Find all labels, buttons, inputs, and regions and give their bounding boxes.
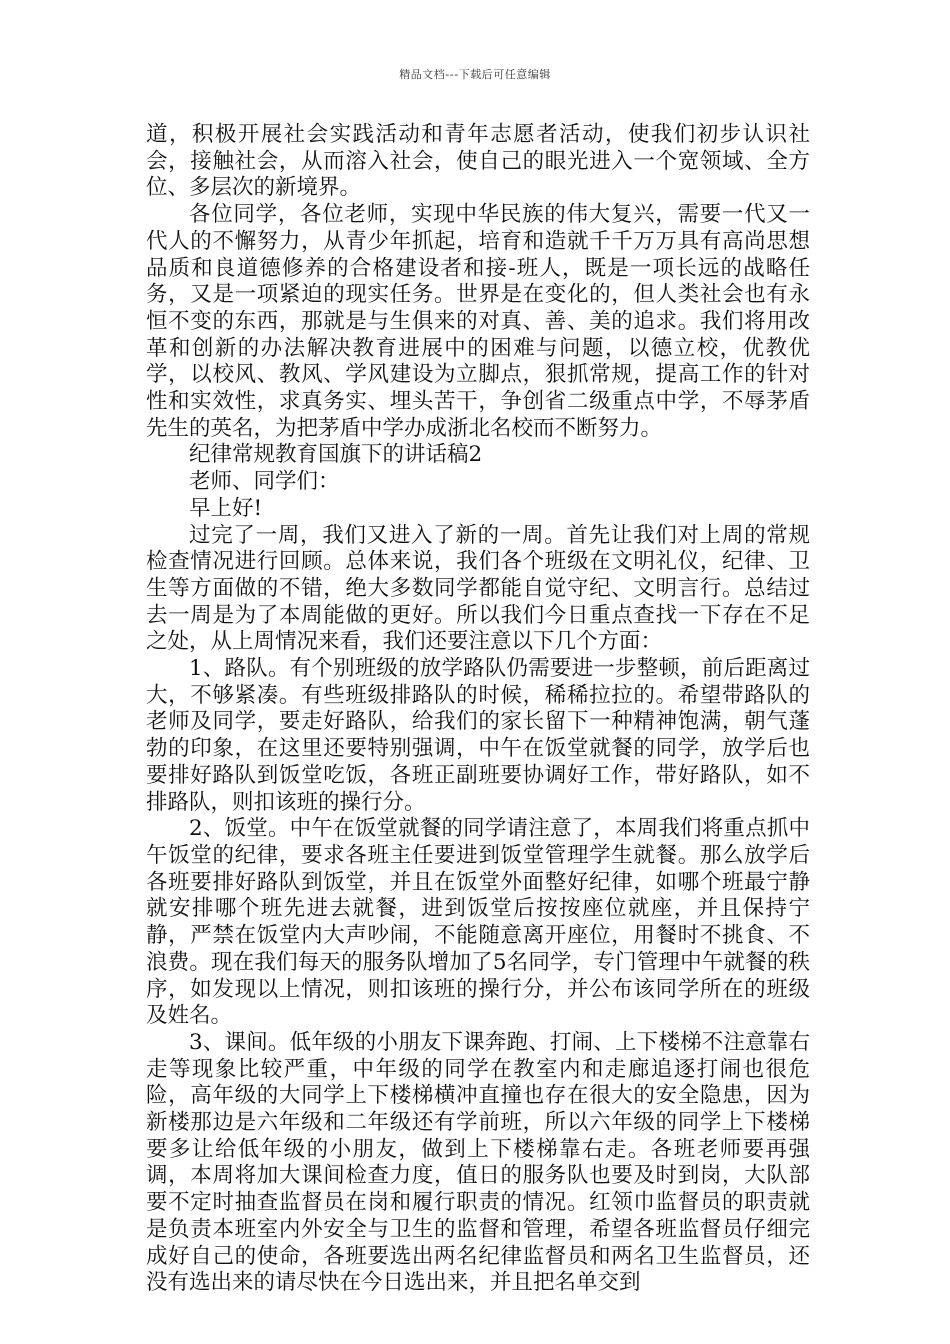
- paragraph-item-recess: 3、课间。低年级的小朋友下课奔跑、打闹、上下楼梯不注意靠右走等现象比较严重，中年级的同学在教室内和走廊追逐打闹也很危险，高年级的大同学上下楼梯横冲直撞也存在很大的安全隐患，因为新楼那边是六年级和二年级还有学前班，所以六年级的同学上下楼梯要多让给低年级的小朋友，做到上下楼梯靠右走。各班老师要再强调，本周将加大课间检查力度，值日的服务队也要及时到岗，大队部要不定时抽查监督员在岗和履行职责的情况。红领巾监督员的职责就是负责本班室内外安全与卫生的监督和管理，希望各班监督员仔细完成好自己的使命，各班要选出两名纪律监督员和两名卫生监督员，还没有选出来的请尽快在今日选出来，并且把名单交到: [146, 1029, 810, 1296]
- paragraph-item-queue: 1、路队。有个别班级的放学路队仍需要进一步整顿，前后距离过大，不够紧凑。有些班级排路队的时候，稀稀拉拉的。希望带路队的老师及同学，要走好路队，给我们的家长留下一种精神饱满，朝气蓬勃的印象，在这里还要特别强调，中午在饭堂就餐的同学，放学后也要排好路队到饭堂吃饭，各班正副班要协调好工作，带好路队，如不排路队，则扣该班的操行分。: [146, 656, 810, 815]
- salutation: 老师、同学们：: [189, 469, 340, 495]
- speech-title: 纪律常规教育国旗下的讲话稿2: [189, 442, 483, 468]
- page-header: 精品文档---下载后可任意编辑: [399, 68, 551, 81]
- document-body: [146, 122, 810, 1297]
- greeting: 早上好!: [189, 495, 263, 521]
- paragraph-review: 过完了一周，我们又进入了新的一周。首先让我们对上周的常规检查情况进行回顾。总体来说，我们各个班级在文明礼仪，纪律、卫生等方面做的不错，绝大多数同学都能自觉守纪、文明言行。总结过去一周是为了本周能做的更好。所以我们今日重点查找一下存在不足之处，从上周情况来看，我们还要注意以下几个方面：: [146, 522, 810, 655]
- paragraph-continuation: 道，积极开展社会实践活动和青年志愿者活动，使我们初步认识社会，接触社会，从而溶入社会，使自己的眼光进入一个宽领域、全方位、多层次的新境界。: [146, 122, 810, 201]
- paragraph-item-canteen: 2、饭堂。中午在饭堂就餐的同学请注意了，本周我们将重点抓中午饭堂的纪律，要求各班主任要进到饭堂管理学生就餐。那么放学后各班要排好路队到饭堂，并且在饭堂外面整好纪律，如哪个班最宁静就安排哪个班先进去就餐，进到饭堂后按按座位就座，并且保持宁静，严禁在饭堂内大声吵闹，不能随意离开座位，用餐时不挑食、不浪费。现在我们每天的服务队增加了5名同学，专门管理中午就餐的秩序，如发现以上情况，则扣该班的操行分，并公布该同学所在的班级及姓名。: [146, 816, 810, 1029]
- paragraph-revival: 各位同学，各位老师，实现中华民族的伟大复兴，需要一代又一代人的不懈努力，从青少年抓起，培育和造就千千万万具有高尚思想品质和良道德修养的合格建设者和接-班人，既是一项长远的战略任务，又是一项紧迫的现实任务。世界是在变化的，但人类社会也有永恒不变的东西，那就是与生俱来的对真、善、美的追求。我们将用改革和创新的办法解决教育进展中的困难与问题，以德立校，优教优学，以校风、教风、学风建设为立脚点，狠抓常规，提高工作的针对性和实效性，求真务实、埋头苦干，争创省二级重点中学，不辱茅盾先生的英名，为把茅盾中学办成浙北名校而不断努力。: [146, 202, 810, 441]
